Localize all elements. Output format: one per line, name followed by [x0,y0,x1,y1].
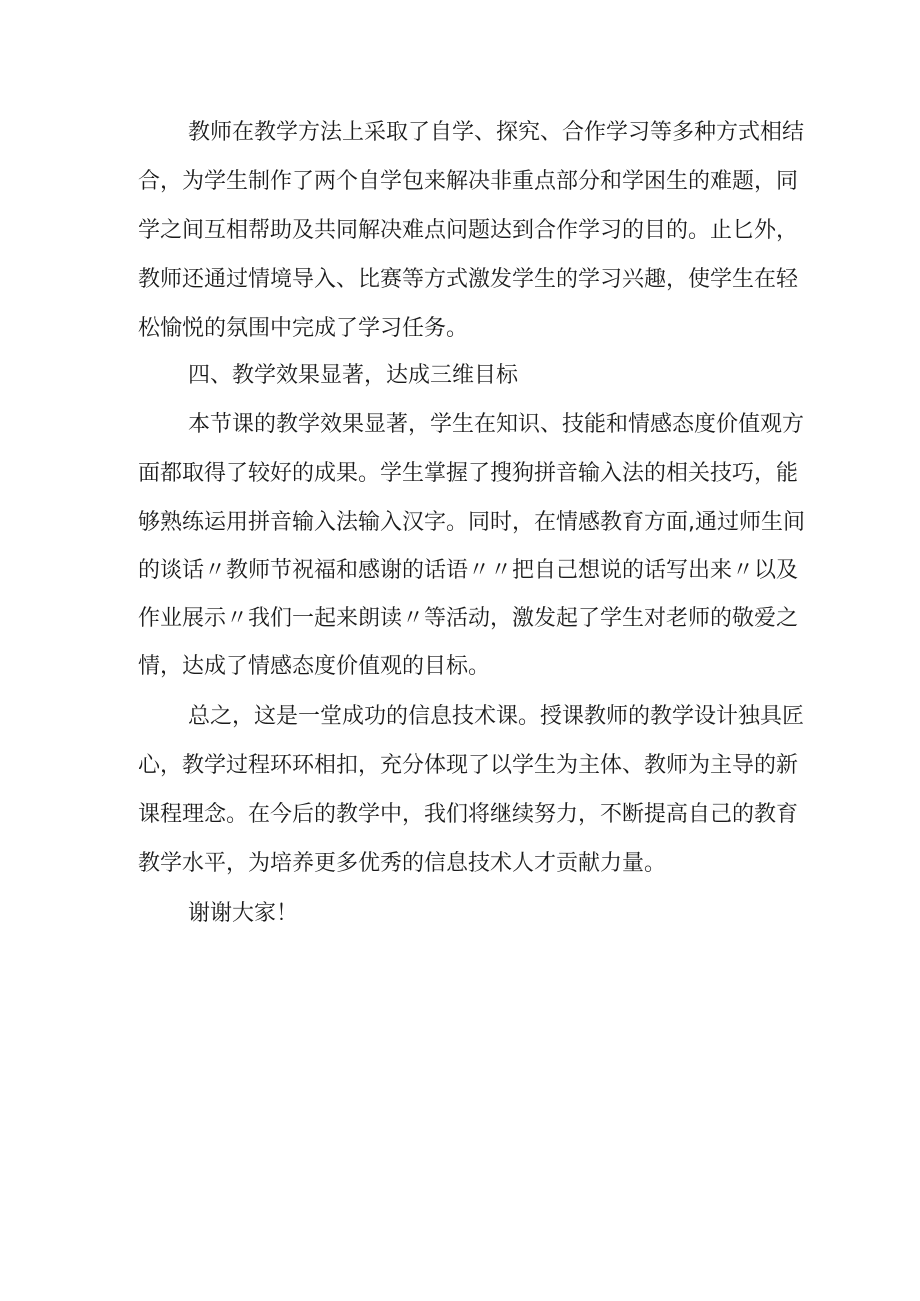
closing-line: 谢谢大家！ [188,901,299,926]
paragraph-2-line-3: 够熟练运用拼音输入法输入汉字。同时，在情感教育方面,通过师生间 [138,510,805,535]
paragraph-2-line-1: 本节课的教学效果显著，学生在知识、技能和情感态度价值观方 [188,412,805,437]
paragraph-2-line-5: 作业展示〃我们一起来朗读〃等活动，激发起了学生对老师的敬爱之 [138,606,799,631]
paragraph-3-line-2: 心，教学过程环环相扣，充分体现了以学生为主体、教师为主导的新 [138,753,799,778]
paragraph-1-line-2: 合，为学生制作了两个自学包来解决非重点部分和学困生的难题，同 [138,169,799,194]
paragraph-1-line-4: 教师还通过情境导入、比赛等方式激发学生的学习兴趣，使学生在轻 [138,267,799,292]
paragraph-2-line-6: 情，达成了情感态度价值观的目标。 [138,654,491,679]
paragraph-1-line-1: 教师在教学方法上采取了自学、探究、合作学习等多种方式相结 [188,120,805,145]
paragraph-3-line-1: 总之，这是一堂成功的信息技术课。授课教师的教学设计独具匠 [188,704,805,729]
paragraph-3-line-4: 教学水平，为培养更多优秀的信息技术人才贡献力量。 [138,851,667,876]
paragraph-3-line-3: 课程理念。在今后的教学中，我们将继续努力，不断提高自己的教育 [138,802,799,827]
paragraph-1-line-5: 松愉悦的氛围中完成了学习任务。 [138,316,469,341]
paragraph-2-line-4: 的谈话〃教师节祝福和感谢的话语〃〃把自己想说的话写出来〃以及 [138,558,799,583]
paragraph-2-line-2: 面都取得了较好的成果。学生掌握了搜狗拼音输入法的相关技巧，能 [138,461,799,486]
section-heading: 四、教学效果显著，达成三维目标 [188,363,519,388]
paragraph-1-line-3: 学之间互相帮助及共同解决难点问题达到合作学习的目的。止匕外， [138,218,799,243]
